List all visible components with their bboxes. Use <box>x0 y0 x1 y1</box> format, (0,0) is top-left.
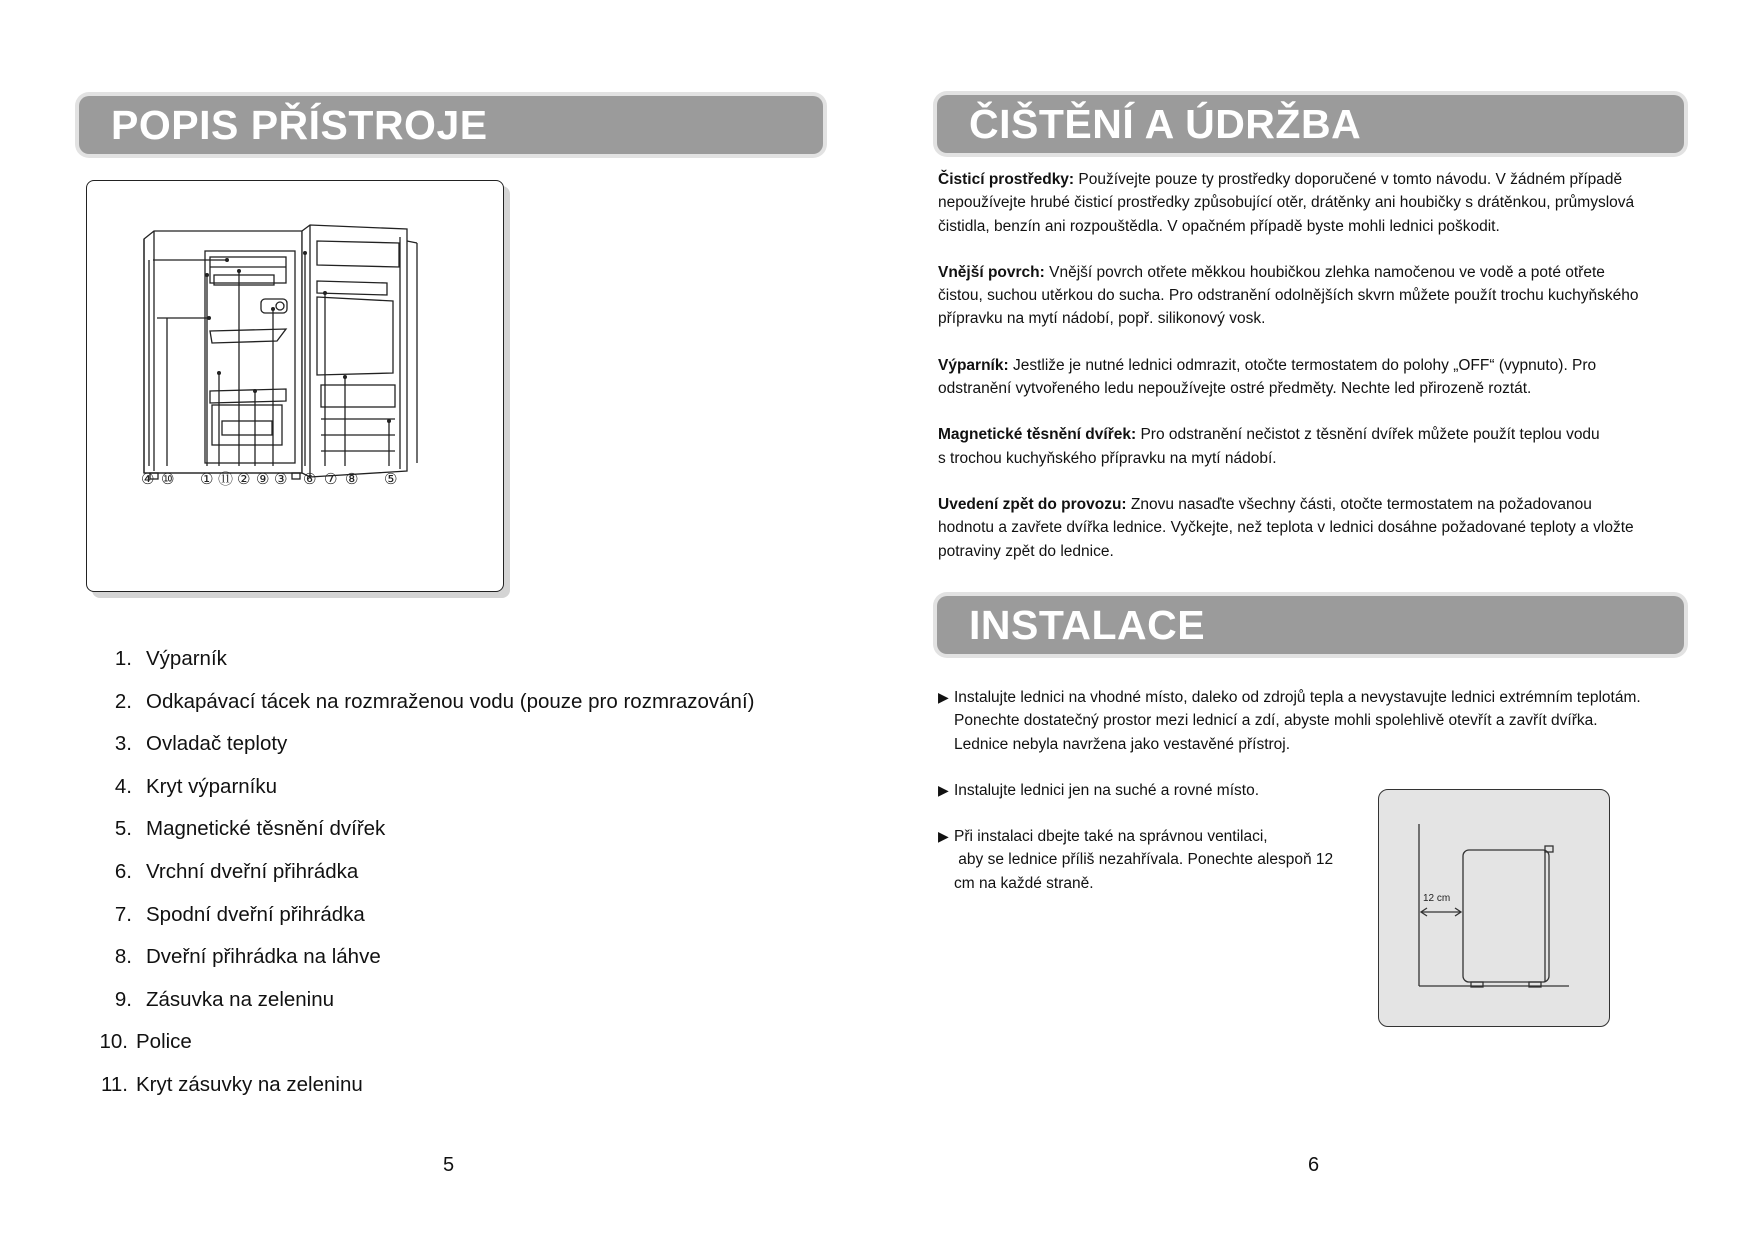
callout-3: ③ <box>274 470 288 488</box>
fridge-diagram <box>86 180 504 592</box>
list-item: 1. Výparník <box>114 647 227 670</box>
list-item: 11. Kryt zásuvky na zeleninu <box>101 1072 363 1096</box>
section-title-installation: INSTALACE <box>937 596 1684 654</box>
install-item-location: ▶ Instalujte lednici na vhodné místo, daleko od zdrojů tepla a nevystavujte lednici extrémním teplotám. Ponechte dostatečný prostor mezi lednicí a zdí, abyste mohli spolehlivě otevřít a zavřít dvířka. Lednice nebyla navržena jako vestavěné přístroj. <box>938 686 1698 756</box>
callout-10: ⑩ <box>161 470 175 488</box>
list-item: 8. Dveřní přihrádka na láhve <box>114 945 381 969</box>
cleaning-instructions <box>938 168 1698 586</box>
callout-1: ① <box>200 470 214 488</box>
list-item: 10. Police <box>99 1030 192 1054</box>
list-item: 2. Odkapávací tácek na rozmraženou vodu (pouze pro rozmrazování) <box>114 689 755 713</box>
care-paragraph-seal: Magnetické těsnění dvířek: Pro odstranění nečistot z těsnění dvířek můžete použít teplou vodu s trochou kuchyňského přípravku na mytí nádobí. <box>938 426 1600 467</box>
care-paragraph-exterior: Vnější povrch: Vnější povrch otřete měkkou houbičkou zlehka namočenou ve vodě a poté otřete čistou, suchou utěrkou do sucha. Pro odstranění odolnějších skvrn můžete použít trochu kuchyňského přípravku na mytí nádobí, popř. silikonový vosk. <box>938 263 1639 328</box>
callout-4: ④ <box>141 470 155 488</box>
section-title-cleaning: ČIŠTĚNÍ A ÚDRŽBA <box>937 95 1684 153</box>
list-item: 3. Ovladač teploty <box>114 732 288 756</box>
list-item: 4. Kryt výparníku <box>114 774 278 798</box>
list-item: 9. Zásuvka na zeleninu <box>114 987 335 1011</box>
ventilation-diagram <box>1378 789 1610 1027</box>
list-item: 7. Spodní dveřní přihrádka <box>114 902 365 926</box>
callout-5: ⑤ <box>384 470 398 488</box>
install-item-surface: ▶ Instalujte lednici jen na suché a rovné místo. <box>938 779 1698 802</box>
list-item: 6. Vrchní dveřní přihrádka <box>114 859 359 883</box>
play-arrow-icon: ▶ <box>938 828 949 845</box>
section-title-description: POPIS PŘÍSTROJE <box>79 96 823 154</box>
list-item: 5. Magnetické těsnění dvířek <box>114 817 386 841</box>
care-paragraph-evaporator: Výparník: Jestliže je nutné lednici odmrazit, otočte termostatem do polohy „OFF“ (vypnuto). Pro odstranění vytvořeného ledu nepoužívejte ostré předměty. Nechte led přirozeně roztát. <box>938 356 1597 398</box>
callout-9: ⑨ <box>256 470 270 488</box>
clearance-label: 12 cm <box>1423 893 1451 904</box>
care-paragraph-restart: Uvedení zpět do provozu: Znovu nasaďte všechny části, otočte termostatem na požadovanou hodnotu a zavřete dvířka lednice. Vyčkejte, než teplota v lednici dosáhne požadované teploty a vložte potraviny zpět do lednice. <box>938 495 1634 560</box>
play-arrow-icon: ▶ <box>938 781 949 798</box>
parts-list <box>96 644 754 1113</box>
install-item-ventilation: ▶ Při instalaci dbejte také na správnou ventilaci, aby se lednice příliš nezahřívala. Ponechte alespoň 12 cm na každé straně. <box>938 825 1698 895</box>
fridge-illustration <box>87 181 503 591</box>
play-arrow-icon: ▶ <box>938 689 949 705</box>
callout-11: ⑪ <box>218 470 234 488</box>
callout-2: ② <box>237 470 251 488</box>
page-number-right: 6 <box>1308 1154 1320 1176</box>
callout-8: ⑧ <box>345 470 359 488</box>
ventilation-illustration <box>1379 790 1609 1026</box>
care-paragraph-cleaners: Čisticí prostředky: Používejte pouze ty prostředky doporučené v tomto návodu. V žádném případě nepoužívejte hrubé čisticí prostředky způsobující otěr, drátěnky ani houbičky s drátěnkou, průmyslová čistidla, benzín ani rozpouštědla. V opačném případě byste mohli lednici poškodit. <box>938 171 1635 235</box>
callout-7: ⑦ <box>324 470 338 488</box>
callout-6: ⑥ <box>303 470 317 488</box>
page-number-left: 5 <box>443 1154 455 1176</box>
